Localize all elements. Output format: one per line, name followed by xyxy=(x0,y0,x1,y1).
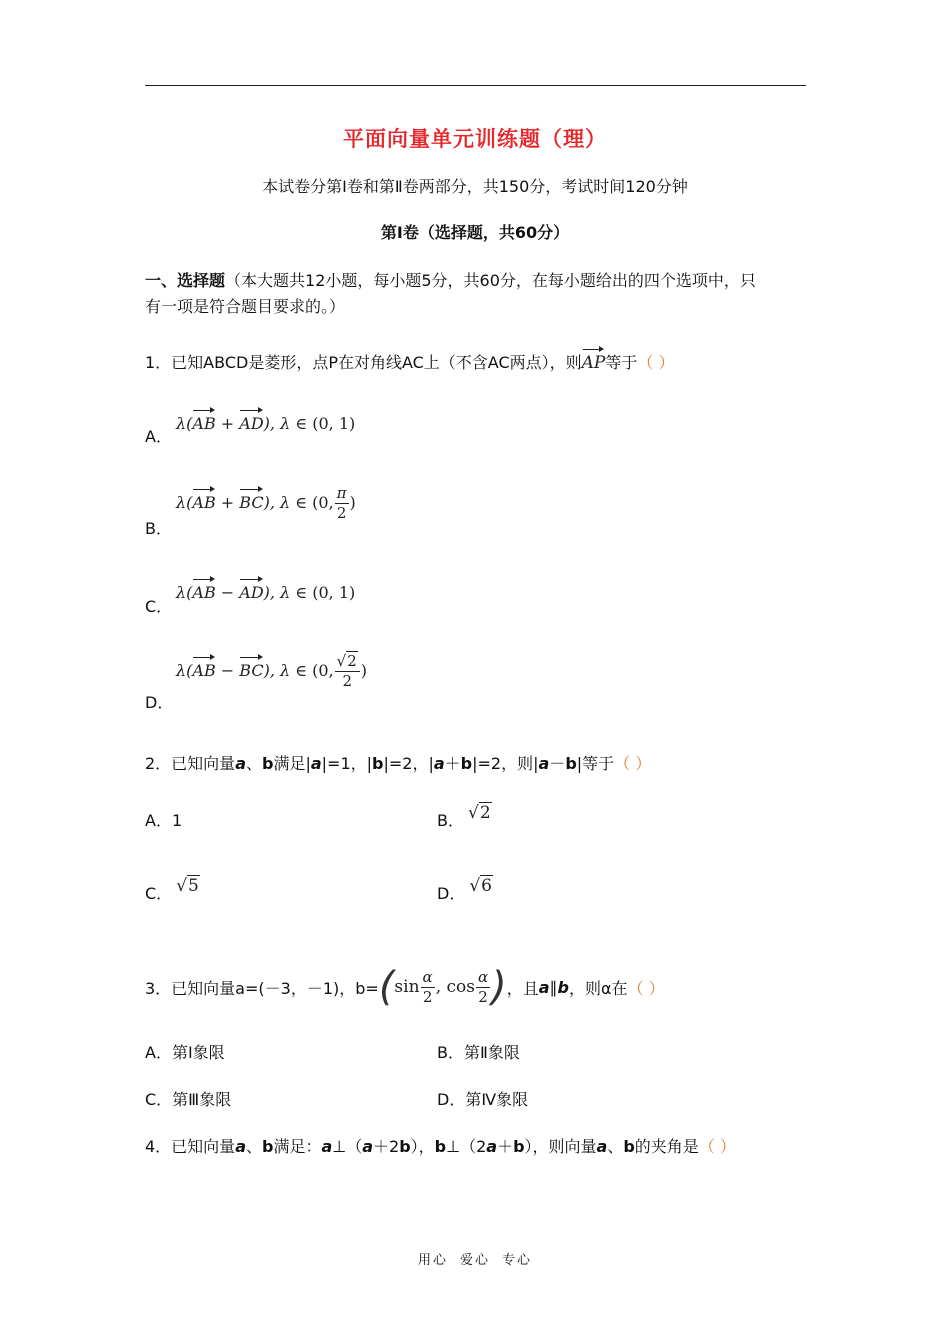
footer-word-3: 专心 xyxy=(502,1253,533,1268)
section-heading-line xyxy=(145,268,756,291)
q1-option-d-formula: λ(AB − BC), λ ∈ (0, $\frac{√2}{2}$ ) xyxy=(176,652,368,690)
q3-option-d: D．第Ⅳ象限 xyxy=(437,1090,529,1109)
q4-stem: 4．已知向量a、b满足：a⊥（a＋2b），b⊥（2a＋b），则向量a、b的夹角是（ ） xyxy=(145,1137,736,1156)
section-desc-2: 有一项是符合题目要求的。） xyxy=(145,297,346,316)
q2-stem: 2．已知向量a、b满足|a|=1，|b|=2，|a＋b|=2，则|a－b|等于（ ） xyxy=(145,754,652,773)
q1-option-a-formula: λ(AB + AD), λ ∈ (0, 1) xyxy=(176,408,355,433)
q2-option-d: D． √6 xyxy=(437,876,492,903)
q2-option-a: A．1 xyxy=(145,811,183,830)
q1-option-a-label: A． xyxy=(145,427,172,446)
q3-vector-b-formula: ( sin $\frac{\alpha}{2}$ , cos $\frac{\alpha}{2}$ ) xyxy=(378,964,507,1010)
q1-option-b-formula: λ(AB + BC), λ ∈ (0, $\frac{\pi}{2}$ ) xyxy=(176,484,356,522)
footer-word-1: 用心 xyxy=(417,1253,448,1268)
section-desc-1: （本大题共12小题，每小题5分，共60分，在每小题给出的四个选项中，只 xyxy=(225,271,756,290)
section-desc-line2 xyxy=(145,294,345,317)
q3-stem: 3．已知向量a=(－3，－1)，b= ( sin $\frac{\alpha}{2}$ , cos $\frac{\alpha}{2}$ ) ，且 a ∥ b ，则α在 （ ） xyxy=(145,964,665,1010)
footer-word-2: 爱心 xyxy=(459,1253,490,1268)
part1-title: 第Ⅰ卷（选择题，共60分） xyxy=(380,223,570,242)
page-footer xyxy=(0,1249,950,1268)
q1-option-b-label: B． xyxy=(145,519,172,538)
header-rule xyxy=(145,85,806,86)
doc-title: 平面向量单元训练题（理） xyxy=(343,127,607,151)
q3-option-c: C．第Ⅲ象限 xyxy=(145,1090,232,1109)
q1-option-d-label: D． xyxy=(145,693,174,712)
section-heading: 一、选择题 xyxy=(145,271,226,290)
q3-option-a: A．第Ⅰ象限 xyxy=(145,1043,225,1062)
q1-option-c-label: C． xyxy=(145,597,173,616)
q2-option-b: B． √2 xyxy=(437,803,491,830)
q2-option-c: C． √5 xyxy=(145,876,199,903)
q1-stem: 1．已知ABCD是菱形，点P在对角线AC上（不含AC两点），则AP等于（ ） xyxy=(145,347,674,373)
answer-paren: （ ） xyxy=(637,353,675,372)
q1-vector-ap: AP xyxy=(582,353,606,373)
doc-subtitle: 本试卷分第Ⅰ卷和第Ⅱ卷两部分，共150分，考试时间120分钟 xyxy=(262,177,688,196)
q3-option-b: B．第Ⅱ象限 xyxy=(437,1043,520,1062)
q1-option-c-formula: λ(AB − AD), λ ∈ (0, 1) xyxy=(176,577,355,602)
